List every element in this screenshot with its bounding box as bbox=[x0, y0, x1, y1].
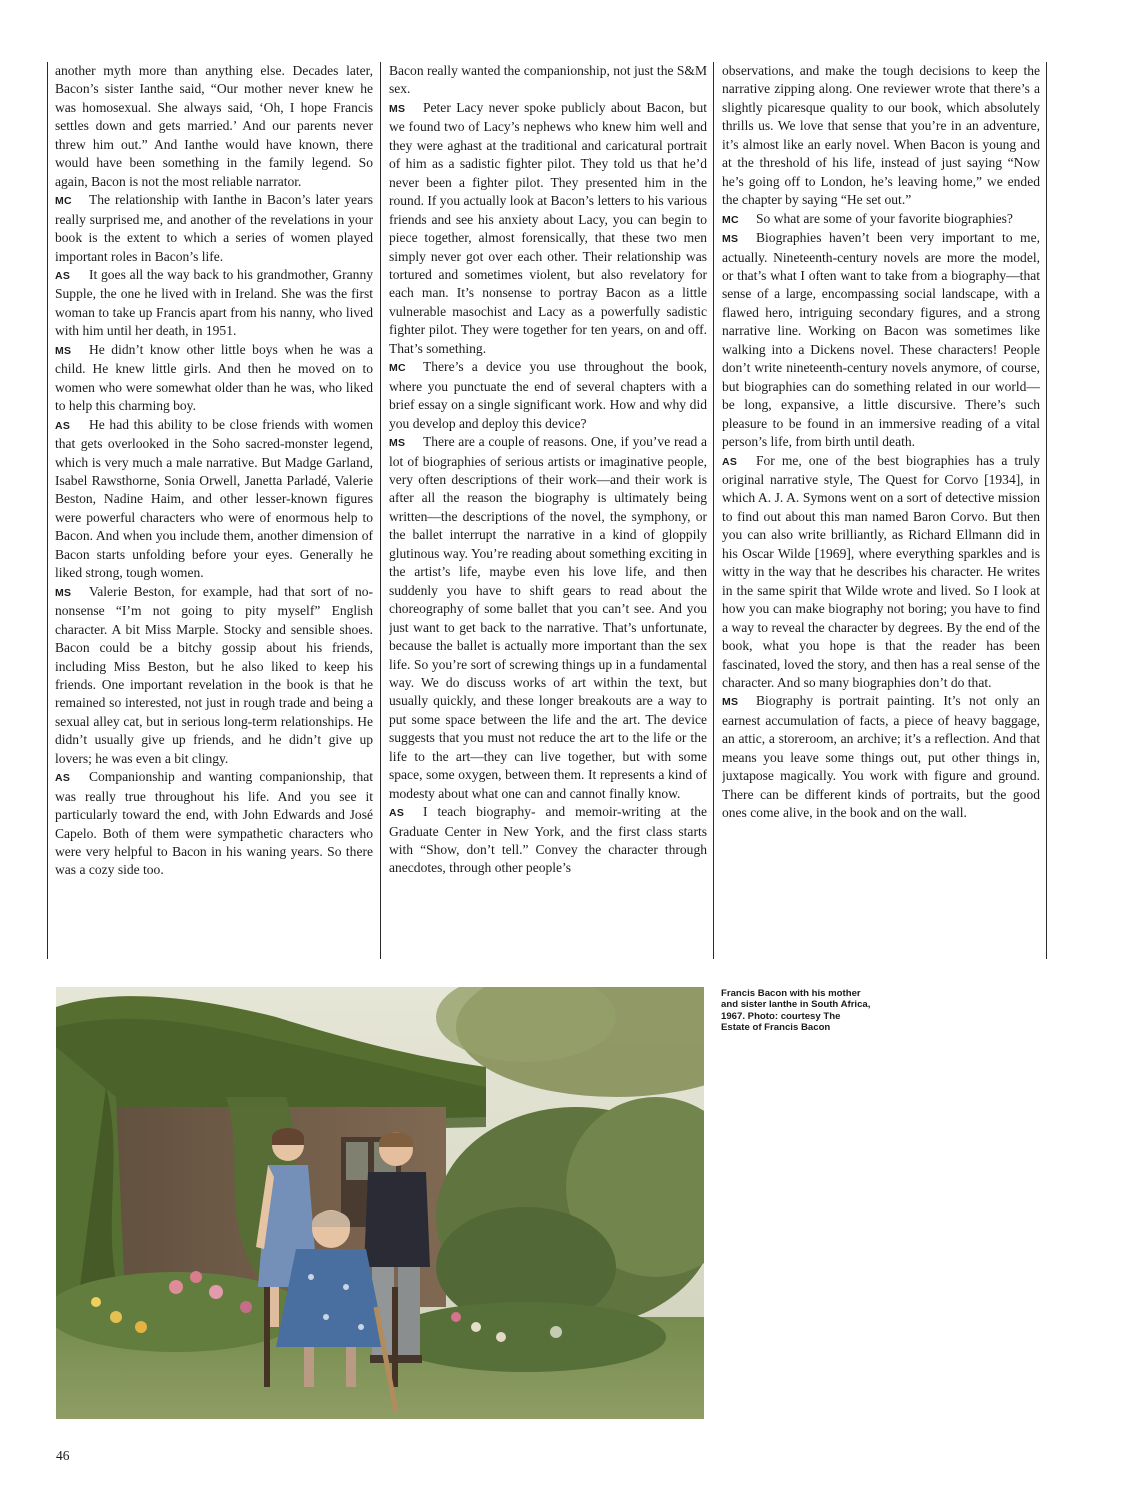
column-rule bbox=[380, 62, 381, 959]
paragraph-text: another myth more than anything else. Decades later, Bacon’s sister Ianthe said, “Our mother never knew he was homosexual. She always said, ‘Oh, I hope Francis settles down and gets married.’ And our parents never threw him out.” And Ianthe would have known, there would have been something in the family legend. So again, Bacon is not the most reliable narrator. bbox=[55, 63, 373, 189]
paragraph bbox=[722, 692, 1040, 822]
paragraph-text: He had this ability to be close friends with women that gets overlooked in the Soho sacred-monster legend, which is very much a male narrative. But Madge Garland, Isabel Rawsthorne, Sonia Orwell, Janetta Parladé, Valerie Beston, Nadine Haim, and other lesser-known figures were powerful characters who were of enormous help to Bacon. And when you include them, another dimension of Bacon starts unfolding before your eyes. Generally he liked strong, tough women. bbox=[55, 416, 373, 581]
text-column-2 bbox=[389, 62, 707, 959]
page-number: 46 bbox=[56, 1448, 70, 1463]
paragraph bbox=[389, 803, 707, 878]
paragraph bbox=[722, 62, 1040, 210]
paragraph-text: Companionship and wanting companionship, that was really true throughout his life. And you see it particularly toward the end, with John Edwards and José Capelo. Both of them were sympathetic characters who were very helpful to Bacon in his waning years. So there was a cozy side too. bbox=[55, 769, 373, 878]
column-rule bbox=[713, 62, 714, 959]
paragraph-text: Valerie Beston, for example, had that sort of no-nonsense “I’m not going to pity myself” English character. A bit Miss Marple. Stocky and sensible shoes. Bacon could be a bitchy gossip about his friends, including Miss Beston, but he also liked to keep his friends. One important revelation in the book is that he remained so interested, not just in rough trade and being a sexual alley cat, but in serious long-term relationships. He didn’t usually give up friends, and he didn’t give up lovers; he was even a bit clingy. bbox=[55, 583, 373, 766]
paragraph bbox=[55, 583, 373, 769]
paragraph-text: So what are some of your favorite biographies? bbox=[756, 210, 1013, 226]
speaker-label: MS bbox=[389, 102, 406, 115]
photo-caption: Francis Bacon with his mother and sister Ianthe in South Africa, 1967. Photo: courtesy The Estate of Francis Bacon bbox=[721, 988, 871, 1034]
speaker-label: MC bbox=[389, 362, 406, 375]
paragraph bbox=[389, 358, 707, 433]
column-rule bbox=[1046, 62, 1047, 959]
paragraph-text: observations, and make the tough decisions to keep the narrative zipping along. One reviewer wrote that there’s a slightly picaresque quality to our book, which absolutely thrills us. We love that sense that you’re in an adventure, it’s almost like an early novel. When Bacon is young and at the threshold of his life, instead of just saying “Now he’s going off to London, he’s leaving home,” we ended the chapter by saying “He set out.” bbox=[722, 63, 1040, 208]
paragraph-text: The relationship with Ianthe in Bacon’s later years really surprised me, and another of the revelations in your book is the extent to which a series of women played important roles in Bacon’s life. bbox=[55, 192, 373, 264]
text-column-3 bbox=[722, 62, 1040, 959]
paragraph-text: There are a couple of reasons. One, if you’ve read a lot of biographies of serious artists or imaginative people, very often descriptions of their work—and their work is after all the reason the biography is ultimately being written—the descriptions of the novel, the symphony, or the ballet interrupt the narrative in a kind of gloppily glutinous way. You’re reading about something exciting in the artist’s life, maybe even his love life, and then suddenly you have to shift gears to read about the choreography of some ballet that you can’t see. And you just want to get back to the narrative. That’s unfortunate, because the ballet is actually more important than the sex life. So you’re sort of screwing things up in a fundamental way. We do discuss works of art within the text, but usually quickly, and these longer breakouts are a way to put some space between the life and the art. The device suggests that you must not reduce the art to the life or the life to the art—they can live together, but with some space, some oxygen, between them. It represents a kind of modesty about what one can and cannot finally know. bbox=[389, 434, 707, 801]
paragraph-text: Bacon really wanted the companionship, not just the S&M sex. bbox=[389, 63, 707, 97]
paragraph bbox=[389, 99, 707, 358]
paragraph bbox=[55, 191, 373, 266]
speaker-label: MS bbox=[55, 344, 72, 357]
column-rule bbox=[47, 62, 48, 959]
paragraph-text: Biography is portrait painting. It’s not only an earnest accumulation of facts, a piece of heavy baggage, an attic, a storeroom, an archive; it’s a reflection. And that means you leave some things out, put other things in, juxtapose magically. You work with figure and ground. There can be different kinds of portraits, but the good ones come alive, in the book and on the wall. bbox=[722, 693, 1040, 821]
photo-illustration bbox=[56, 987, 704, 1419]
paragraph-text: For me, one of the best biographies has a truly original narrative style, The Quest for Corvo [1934], in which A. J. A. Symons went on a sort of detective mission to find out about this man named Baron Corvo. But then you can also write brilliantly, as Richard Ellmann did in his Oscar Wilde [1969], where everything sparkles and is witty in the way that he describes his character. He writes in the same spirit that Wilde wrote and lived. So I look at how you can make biography not boring; you have to find a way to reveal the character by degrees. By the end of the book, what you hope is that the reader has been fascinated, loved the story, and then has a real sense of the character. And so many biographies don’t do that. bbox=[722, 452, 1040, 690]
paragraph-text: Biographies haven’t been very important to me, actually. Nineteenth-century novels are more the model, or that’s what I often want to take from a biography—that sense of a large, encompassing social landscape, with a flawed hero, intriguing secondary figures, and a strong narrative line. Working on Bacon was sometimes like walking into a Dickens novel. These characters! People don’t write nineteenth-century novels anymore, of course, but biographies can do something related in our world—be long, expansive, a little discursive. There’s such pleasure to be found in an immersive reading of a vital person’s life, from birth until death. bbox=[722, 230, 1040, 450]
paragraph bbox=[722, 210, 1040, 229]
paragraph bbox=[55, 416, 373, 583]
speaker-label: MC bbox=[722, 213, 739, 226]
paragraph-text: It goes all the way back to his grandmother, Granny Supple, the one he lived with in Ireland. She was the first woman to take up Francis apart from his nanny, who lived with him until her death, in 1951. bbox=[55, 266, 373, 339]
speaker-label: AS bbox=[55, 269, 71, 282]
speaker-label: AS bbox=[55, 419, 71, 432]
speaker-label: MS bbox=[389, 437, 406, 450]
paragraph bbox=[55, 768, 373, 880]
speaker-label: MS bbox=[722, 233, 739, 246]
paragraph-text: Peter Lacy never spoke publicly about Bacon, but we found two of Lacy’s nephews who knew him well and they were aghast at the traditional and caricatural portrait of him as a sadistic fighter pilot. They told us that he’d never been a fighter pilot. They presented him in the round. If you actually look at Bacon’s letters to his various friends and see his anxiety about Lacy, you can begin to piece together, almost forensically, that these two men simply never got over each other. Their relationship was tortured and sometimes violent, but also revelatory for each man. It’s nonsense to portray Bacon as a little vulnerable masochist and Lacy as a powerfully sadistic fighter pilot. They were together for ten years, on and off. That’s something. bbox=[389, 99, 707, 356]
paragraph bbox=[55, 62, 373, 191]
family-photo bbox=[56, 987, 704, 1419]
article-columns bbox=[47, 62, 1047, 959]
speaker-label: MS bbox=[55, 586, 72, 599]
paragraph bbox=[55, 266, 373, 341]
paragraph bbox=[389, 433, 707, 803]
speaker-label: MS bbox=[722, 696, 739, 709]
speaker-label: MC bbox=[55, 195, 72, 208]
paragraph bbox=[389, 62, 707, 99]
paragraph-text: He didn’t know other little boys when he was a child. He knew little girls. And then he moved on to women who were somewhat older than he was, who liked to help this charming boy. bbox=[55, 341, 373, 414]
paragraph bbox=[55, 341, 373, 416]
paragraph bbox=[722, 452, 1040, 693]
paragraph-text: I teach biography- and memoir-writing at the Graduate Center in New York, and the first class starts with “Show, don’t tell.” Convey the character through anecdotes, through other people’s bbox=[389, 804, 707, 876]
speaker-label: AS bbox=[722, 455, 738, 468]
paragraph bbox=[722, 229, 1040, 451]
speaker-label: AS bbox=[55, 772, 71, 785]
speaker-label: AS bbox=[389, 807, 405, 820]
paragraph-text: There’s a device you use throughout the book, where you punctuate the end of several chapters with a brief essay on a single significant work. How and why did you develop and deploy this device? bbox=[389, 359, 707, 431]
text-column-1 bbox=[55, 62, 373, 959]
